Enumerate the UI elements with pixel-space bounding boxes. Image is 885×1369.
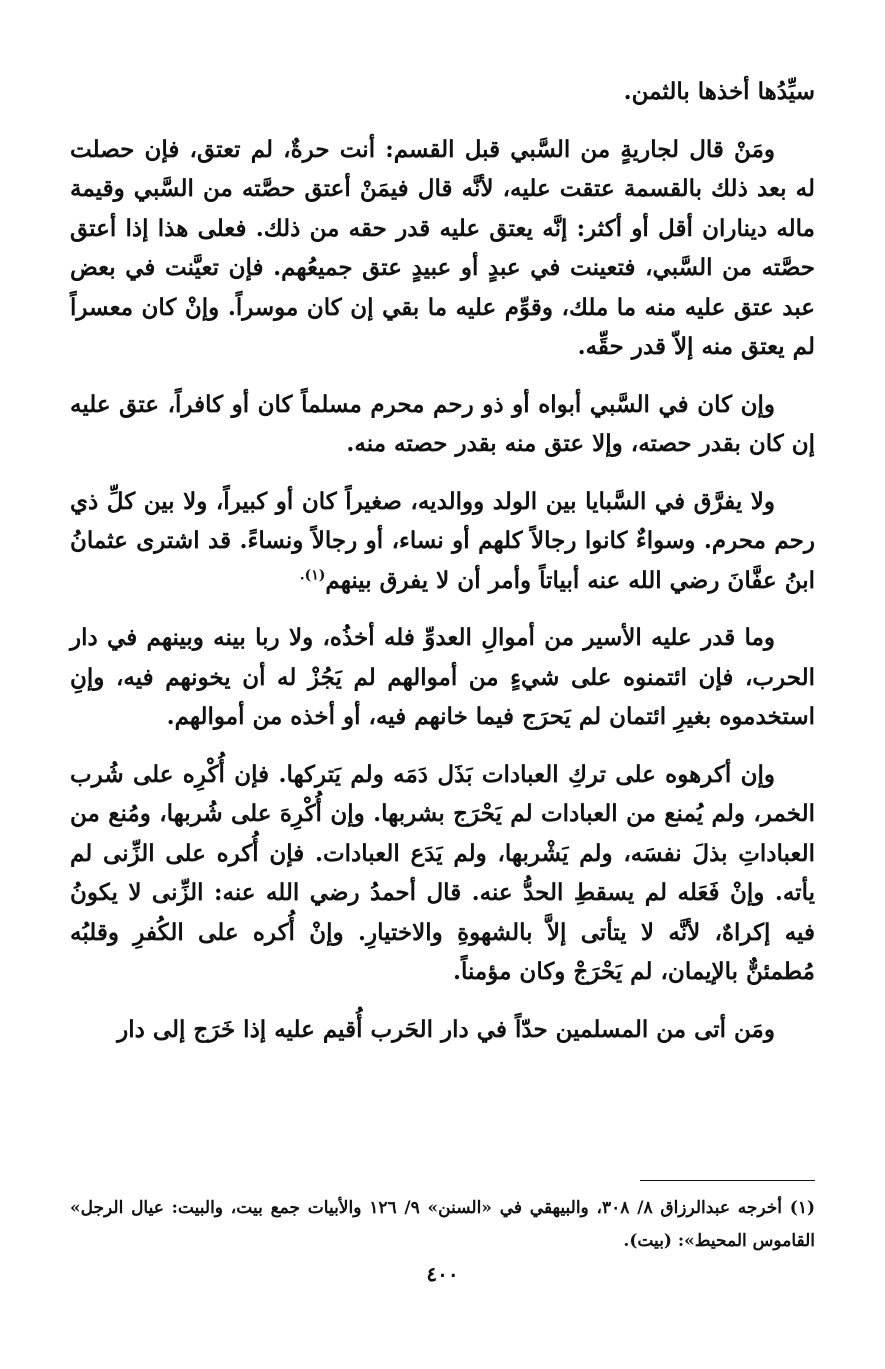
paragraph-5: وما قدر عليه الأسير من أموالِ العدوِّ فله أخذُه، ولا ربا بينه وبينهم في دار الحرب، فإن ائتمنوه على شيءٍ من أموالهم لم يَجُزْ له أن يخونهم فيه، وإنِ استخدموه بغيرِ ائتمان لم يَحرَج فيما خانهم فيه، أو أخذه من أموالهم. (70, 624, 815, 730)
footnote-divider (640, 1180, 815, 1181)
paragraph-4-text: ولا يفرَّق في السَّبايا بين الولد ووالديه، صغيراً كان أو كبيراً، ولا بين كلِّ ذي رحم محرم. وسواءٌ كانوا رجالاً كلهم أو نساء، أو رجالاً ونساءً. قد اشترى عثمانُ ابنُ عفَّانَ رضي الله عنه أبياتاً وأمر أن لا يفرق بينهم (70, 487, 815, 594)
paragraph-4 (70, 482, 815, 601)
paragraph-7: ومَن أتى من المسلمين حدّاً في دار الحَرب أُقيم عليه إذا خَرَج إلى دار (117, 1015, 775, 1043)
page-number: ٤٠٠ (426, 1262, 459, 1286)
footnote: (١) أخرجه عبدالرزاق ٨/ ٣٠٨، والبيهقي في «السنن» ٩/ ١٢٦ والأبيات جمع بيت، والبيت: عيال الرجل» القاموس المحيط»: (بيت). (70, 1198, 816, 1251)
footnote-reference[interactable]: (١). (299, 566, 326, 583)
paragraph-2: ومَنْ قال لجاريةٍ من السَّبي قبل القسم: أنت حرةٌ، لم تعتق، فإن حصلت له بعد ذلك بالقسمة عتقت عليه، لأنَّه قال فيمَنْ أعتق حصَّته من السَّبي وقيمة ماله ديناران أقل أو أكثر: إنَّه يعتق عليه قدر حقه من ذلك. فعلى هذا إذا أعتق حصَّته من السَّبي، فتعينت في عبدٍ أو عبيدٍ عتق جميعُهم. فإن تعيَّنت في بعض عبد عتق عليه منه ما ملك، وقوِّم عليه ما بقي إن كان موسراً. وإنْ كان معسراً لم يعتق منه إلاّ قدر حقِّه. (70, 135, 816, 360)
paragraph-3: وإن كان في السَّبي أبواه أو ذو رحم محرم مسلماً كان أو كافراً، عتق عليه إن كان بقدر حصته، وإلا عتق منه بقدر حصته منه. (70, 390, 815, 457)
main-text (70, 72, 815, 1067)
paragraph-1: سيِّدُها أخذها بالثمن. (623, 78, 815, 105)
paragraph-6: وإن أكرهوه على تركِ العبادات بَذَل دَمَه ولم يَتركها. فإن أُكْرِه على شُرب الخمر، ولم يُمنع من العبادات لم يَحْرَج بشربها. وإن أُكْرِهَ على شُربها، ومُنع من العباداتِ بذلَ نفسَه، ولم يَشْربها، ولم يَدَع العبادات. فإن أُكره على الزِّنى لم يأته. وإنْ فَعَله لم يسقطِ الحدُّ عنه. قال أحمدُ رضي الله عنه: الزِّنى لا يكونُ فيه إكراهٌ، لأنَّه لا يتأتى إلاَّ بالشهوةِ والاختيارِ. وإنْ أُكره على الكُفرِ وقلبُه مُطمئنٌّ بالإيمان، لم يَحْرَجْ وكان مؤمناً. (70, 760, 815, 985)
